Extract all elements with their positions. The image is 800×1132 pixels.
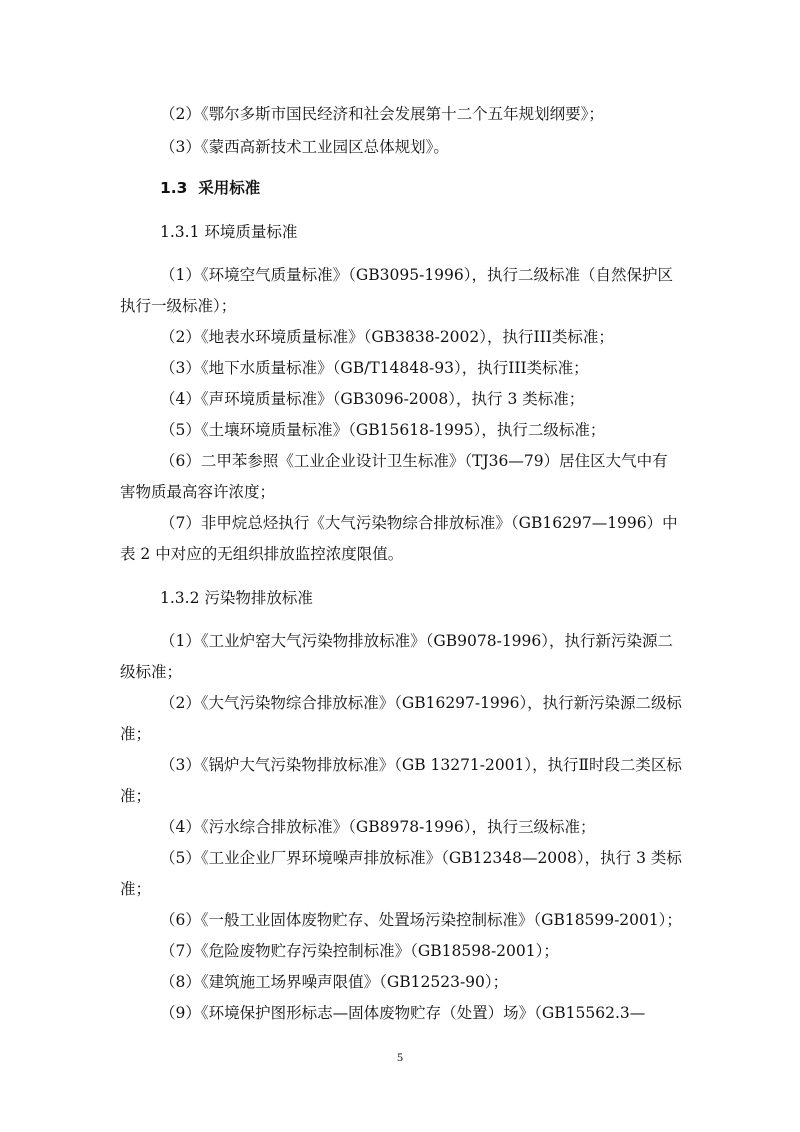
page-number: 5: [397, 1050, 403, 1064]
section-heading: [160, 178, 260, 198]
subsection-title: 1.3.2 污染物排放标准: [160, 589, 313, 607]
standard-line: （6）二甲苯参照《工业企业设计卫生标准》（TJ36—79）居住区大气中有: [160, 452, 668, 470]
standard-line: 准；: [120, 725, 152, 743]
subsection-title: 1.3.1 环境质量标准: [160, 223, 298, 241]
ref-item: （2）《鄂尔多斯市国民经济和社会发展第十二个五年规划纲要》；: [160, 105, 604, 123]
standard-line: （4）《声环境质量标准》（GB3096-2008），执行 3 类标准；: [160, 390, 585, 408]
standard-line: 准；: [120, 787, 152, 805]
standard-line: （2）《大气污染物综合排放标准》（GB16297-1996），执行新污染源二级标: [160, 694, 682, 712]
standard-line: （6）《一般工业固体废物贮存、处置场污染控制标准》（GB18599-2001）；: [160, 911, 682, 929]
section-title: 采用标准: [198, 179, 261, 197]
section-number: 1.3: [160, 179, 188, 197]
standard-line: （1）《环境空气质量标准》（GB3095-1996），执行二级标准（自然保护区: [160, 266, 674, 284]
standard-line: （8）《建筑施工场界噪声限值》（GB12523-90）；: [160, 973, 509, 991]
standard-line: （5）《土壤环境质量标准》（GB15618-1995），执行二级标准；: [160, 421, 606, 439]
standard-line: （4）《污水综合排放标准》（GB8978-1996），执行三级标准；: [160, 818, 596, 836]
standard-line: （3）《锅炉大气污染物排放标准》（GB 13271-2001），执行Ⅱ时段二类区标: [160, 756, 682, 774]
standard-line: 表 2 中对应的无组织排放监控浓度限值。: [120, 545, 404, 563]
standard-line: 害物质最高容许浓度；: [120, 483, 276, 501]
standard-line: （7）非甲烷总烃执行《大气污染物综合排放标准》（GB16297—1996）中: [160, 514, 678, 532]
standard-line: 准；: [120, 880, 152, 898]
standard-line: 级标准；: [120, 663, 183, 681]
standard-line: （2）《地表水环境质量标准》（GB3838-2002），执行III类标准；: [160, 328, 614, 346]
standard-line: 执行一级标准）；: [120, 297, 237, 315]
standard-line: （5）《工业企业厂界环境噪声排放标准》（GB12348—2008），执行 3 类标: [160, 849, 682, 867]
standard-line: （1）《工业炉窑大气污染物排放标准》（GB9078-1996），执行新污染源二: [160, 632, 674, 650]
ref-item: （3）《蒙西高新技术工业园区总体规划》。: [160, 138, 449, 156]
standard-line: （7）《危险废物贮存污染控制标准》（GB18598-2001）；: [160, 942, 559, 960]
standard-line: （3）《地下水质量标准》（GB/T14848-93），执行III类标准；: [160, 359, 589, 377]
standard-line: （9）《环境保护图形标志—固体废物贮存（处置）场》（GB15562.3—: [160, 1004, 646, 1022]
